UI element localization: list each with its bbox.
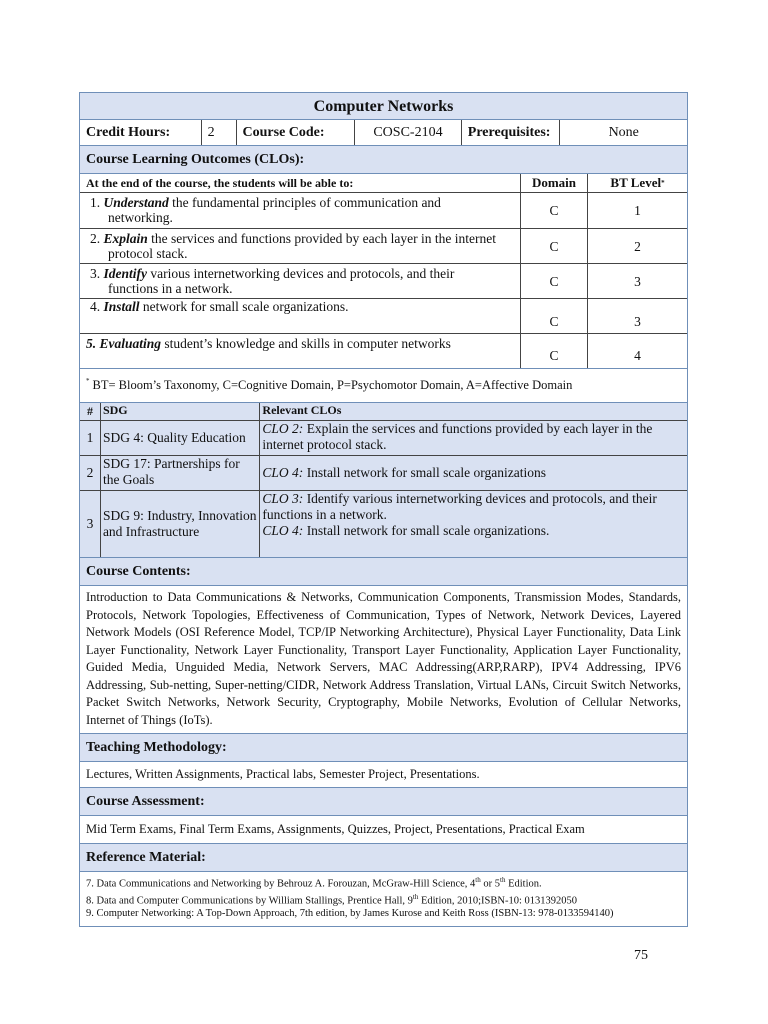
clo-bt-level: 2 xyxy=(634,238,641,254)
sdg-name: SDG 17: Partnerships for the Goals xyxy=(101,456,260,490)
reference-sup-1: th xyxy=(475,876,481,884)
sdg-header-sdg: SDG xyxy=(101,403,260,420)
sdg-header-clos: Relevant CLOs xyxy=(262,403,342,417)
clo-row xyxy=(80,333,687,368)
reference-text-b: or 5 xyxy=(480,878,500,890)
sdg-clos xyxy=(260,491,687,557)
clo-row xyxy=(80,192,687,228)
course-assessment-heading: Course Assessment: xyxy=(79,788,688,816)
clo-verb: Understand xyxy=(103,195,169,210)
course-code-label: Course Code: xyxy=(237,120,356,145)
course-title: Computer Networks xyxy=(79,92,688,120)
credit-hours-label: Credit Hours: xyxy=(80,120,202,145)
prerequisites-value: None xyxy=(608,124,639,140)
prerequisites-label: Prerequisites: xyxy=(462,120,561,145)
clo-text xyxy=(80,264,521,298)
domain-header: Domain xyxy=(521,174,588,192)
clo-ref: CLO 4: xyxy=(262,465,304,480)
clo-description: various internetworking devices and protocols, and their xyxy=(147,266,455,281)
bt-footnote-sup: * xyxy=(86,377,90,385)
clo-verb: Explain xyxy=(103,231,148,246)
clo-verb: Evaluating xyxy=(99,336,162,351)
page-number: 75 xyxy=(634,948,648,963)
credit-hours-value: 2 xyxy=(202,120,237,145)
clo-number: 5. xyxy=(86,336,97,351)
sdg-clos xyxy=(260,456,687,490)
clo-bt-level: 1 xyxy=(634,203,641,218)
clo-description-cont: networking. xyxy=(108,210,173,225)
clo-verb: Identify xyxy=(103,266,147,281)
clo-domain: C xyxy=(521,193,588,228)
clo-row xyxy=(80,263,687,298)
sdg-name: SDG 9: Industry, Innovation and Infrastructure xyxy=(101,491,260,557)
sdg-num: 3 xyxy=(80,491,101,557)
clo-header-row xyxy=(80,174,687,192)
reference-text-a: Data and Computer Communications by William Stallings, Prentice Hall, 9 xyxy=(96,895,413,906)
clo-number: 3. xyxy=(90,266,101,281)
reference-text-c: Edition. xyxy=(505,878,542,890)
reference-sup-1: th xyxy=(412,892,419,901)
bt-footnote-text: BT= Bloom’s Taxonomy, C=Cognitive Domain, P=Psychomotor Domain, A=Affective Domain xyxy=(92,378,573,392)
clo-domain: C xyxy=(521,229,588,263)
bt-level-header-sup: * xyxy=(661,179,665,187)
clo-bt-level: 3 xyxy=(634,313,641,329)
clo-ref-text: Identify various internetworking devices and protocols, and their functions in a network. xyxy=(262,491,657,522)
sdg-table xyxy=(79,403,688,558)
reference-number: 8. xyxy=(86,895,94,906)
reference-text-a: Computer Networking: A Top-Down Approach, 7th edition, by James Kurose and Keith Ross (ISBN-13: 978-0133594140) xyxy=(96,908,614,919)
clo-bt-level: 3 xyxy=(634,273,641,289)
reference-number: 7. xyxy=(86,878,94,890)
clo-text xyxy=(80,299,521,333)
reference-item xyxy=(86,874,683,891)
clo-description: the fundamental principles of communication and xyxy=(168,195,441,210)
clo-description-cont: functions in a network. xyxy=(108,281,233,296)
sdg-row xyxy=(80,455,687,490)
clo-table xyxy=(79,174,688,369)
clo-domain: C xyxy=(521,264,588,298)
clo-number: 4. xyxy=(90,299,101,314)
clo-ref-text: Install network for small scale organizations xyxy=(303,465,546,480)
reference-item xyxy=(86,891,683,908)
teaching-methodology-heading: Teaching Methodology: xyxy=(79,734,688,762)
sdg-clos xyxy=(260,421,687,455)
credit-row xyxy=(79,120,688,146)
sdg-num: 2 xyxy=(80,456,101,490)
sdg-row xyxy=(80,490,687,557)
clo-ref: CLO 4: xyxy=(262,523,304,538)
clo-bt-level: 4 xyxy=(634,347,641,363)
clo-description-cont: protocol stack. xyxy=(108,246,188,261)
sdg-row xyxy=(80,420,687,455)
course-assessment-text: Mid Term Exams, Final Term Exams, Assignments, Quizzes, Project, Presentations, Practical Exam xyxy=(79,816,688,844)
bt-level-header xyxy=(588,174,687,192)
course-contents-heading: Course Contents: xyxy=(79,558,688,586)
clo-ref-text: Install network for small scale organizations. xyxy=(303,523,550,538)
course-contents-text: Introduction to Data Communications & Networks, Communication Components, Transmission Modes, Standards, Protocols, Network Topologies, Effectiveness of Communication, Types of Network, Network Devices, Layered Network Models (OSI Reference Model, TCP/IP Networking Architecture), Physical Layer Functionality, Data Link Layer Functionality, Network Layer Functionality, Transport Layer Functionality, Application Layer Functionality, Guided Media, Unguided Media, Network Servers, MAC Addressing(ARP,RARP), IPV4 Addressing, IPV6 Addressing, Sub-netting, Super-netting/CIDR, Network Address Translation, Virtual LANs, Circuit Switch Networks, Packet Switch Networks, Network Security, Cryptography, Mobile Networks, Evolution of Cellular Networks, Internet of Things (IoTs). xyxy=(79,586,688,734)
clo-verb: Install xyxy=(103,299,140,314)
clo-ref: CLO 3: xyxy=(262,491,304,506)
clo-domain: C xyxy=(521,334,588,368)
clo-description: network for small scale organizations. xyxy=(139,299,349,314)
clo-number: 2. xyxy=(90,231,101,246)
sdg-num: 1 xyxy=(80,421,101,455)
clo-number: 1. xyxy=(90,195,101,210)
clo-ref: CLO 2: xyxy=(262,421,304,436)
sdg-header-row xyxy=(80,403,687,420)
reference-text-b: Edition, 2010;ISBN-10: 0131392050 xyxy=(418,895,578,906)
course-code-value: COSC-2104 xyxy=(355,120,462,145)
clo-description: the services and functions provided by each layer in the internet xyxy=(147,231,497,246)
clo-intro: At the end of the course, the students will be able to: xyxy=(80,174,521,192)
clo-row xyxy=(80,228,687,263)
reference-text-a: Data Communications and Networking by Behrouz A. Forouzan, McGraw-Hill Science, 4 xyxy=(96,878,476,890)
reference-list xyxy=(79,872,688,927)
clo-text xyxy=(80,334,521,368)
sdg-name: SDG 4: Quality Education xyxy=(101,421,260,455)
course-document xyxy=(79,92,688,927)
reference-item xyxy=(86,907,683,920)
bt-footnote xyxy=(79,369,688,403)
clo-description: student’s knowledge and skills in computer networks xyxy=(161,336,451,351)
reference-number: 9. xyxy=(86,908,94,919)
bt-level-header-text: BT Level xyxy=(610,175,662,190)
reference-material-heading: Reference Material: xyxy=(79,844,688,872)
clo-row xyxy=(80,298,687,333)
clo-ref-text: Explain the services and functions provided by each layer in the internet protocol stack. xyxy=(262,421,653,452)
reference-sup-2: th xyxy=(500,876,506,884)
clo-heading: Course Learning Outcomes (CLOs): xyxy=(79,146,688,174)
clo-text xyxy=(80,229,521,263)
sdg-header-num: # xyxy=(80,403,101,420)
teaching-methodology-text: Lectures, Written Assignments, Practical labs, Semester Project, Presentations. xyxy=(79,762,688,788)
clo-domain: C xyxy=(521,299,588,333)
clo-text xyxy=(80,193,521,228)
